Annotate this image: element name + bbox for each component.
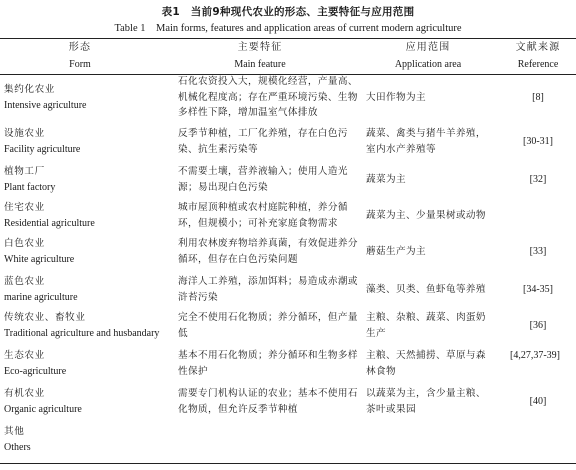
top-rule — [0, 38, 576, 39]
form-en: Facility agriculture — [4, 143, 81, 155]
reference-text: [40] — [529, 396, 547, 407]
form-en: marine agriculture — [4, 291, 78, 303]
form-cn: 蓝色农业 — [4, 276, 45, 287]
header-ref — [500, 41, 576, 72]
feature-text: 石化农资投入大，规模化经营，产量高、机械化程度高；存在严重环境污染、生物多样性下降，增加温室气体排放 — [178, 76, 358, 118]
header-feature — [180, 41, 340, 72]
header-form — [20, 41, 140, 72]
reference-text: [33] — [529, 246, 547, 257]
header-area — [368, 41, 488, 72]
reference-text: [34-35] — [523, 284, 553, 295]
feature-text: 不需要土壤，营养液输入；使用人造光源；易出现白色污染 — [178, 166, 348, 193]
form-en: Residential agriculture — [4, 217, 95, 229]
form-cn: 白色农业 — [4, 238, 45, 249]
header-form-cn: 形态 — [68, 42, 92, 53]
table-title-cn: 表1 当前9种现代农业的形态、主要特征与应用范围 — [161, 6, 415, 18]
form-cn: 住宅农业 — [4, 202, 45, 213]
form-en: Eco-agriculture — [4, 365, 67, 377]
form-cn: 集约化农业 — [4, 84, 55, 95]
table-title-en: Table 1 Main forms, features and application areas of current modern agriculture — [114, 23, 462, 34]
header-ref-en: Reference — [517, 59, 559, 70]
header-area-cn: 应用范围 — [405, 42, 451, 53]
header-feature-cn: 主要特征 — [237, 42, 283, 53]
feature-text: 城市屋顶种植或农村庭院种植，养分循环，但规模小；可补充家庭食物需求 — [178, 202, 348, 229]
header-form-en: Form — [69, 59, 91, 70]
form-cn: 植物工厂 — [4, 166, 45, 177]
area-text: 大田作物为主 — [366, 92, 426, 103]
feature-text: 需要专门机构认证的农业；基本不使用石化物质，但允许反季节种植 — [178, 388, 358, 415]
area-text: 蘑菇生产为主 — [366, 246, 426, 257]
form-en: Intensive agriculture — [4, 99, 87, 111]
feature-text: 海洋人工养殖，添加饵料；易造成赤潮或浒苔污染 — [178, 276, 358, 303]
form-en: Traditional agriculture and husbandary — [4, 327, 160, 339]
form-en: White agriculture — [4, 253, 75, 265]
area-text: 蔬菜、禽类与猪牛羊养殖，室内水产养殖等 — [366, 128, 486, 155]
area-text: 主粮、天然捕捞、草原与森林食物 — [366, 350, 486, 377]
reference-text: [8] — [532, 92, 544, 103]
form-cn: 其他 — [4, 426, 25, 437]
feature-text: 利用农林废弃物培养真菌，有效促进养分循环，但存在白色污染问题 — [178, 238, 358, 265]
area-text: 蔬菜为主 — [366, 174, 406, 185]
feature-text: 完全不使用石化物质；养分循环，但产量低 — [178, 312, 358, 339]
reference-text: [36] — [529, 320, 547, 331]
feature-text: 反季节种植，工厂化养殖，存在白色污染、抗生素污染等 — [178, 128, 348, 155]
header-area-en: Application area — [394, 59, 462, 70]
reference-text: [4,27,37-39] — [510, 350, 560, 361]
header-ref-cn: 文献来源 — [515, 42, 561, 53]
area-text: 以蔬菜为主，含少量主粮、茶叶或果园 — [366, 388, 486, 415]
form-cn: 设施农业 — [4, 128, 45, 139]
feature-text: 基本不用石化物质；养分循环和生物多样性保护 — [178, 350, 358, 377]
area-text: 主粮、杂粮、蔬菜、肉蛋奶生产 — [366, 312, 486, 339]
header-feature-en: Main feature — [234, 59, 286, 70]
form-en: Organic agriculture — [4, 403, 82, 415]
bottom-rule — [0, 463, 576, 464]
reference-text: [32] — [529, 174, 547, 185]
form-cn: 有机农业 — [4, 388, 45, 399]
reference-text: [30-31] — [523, 136, 553, 147]
form-en: Others — [4, 441, 31, 453]
area-text: 藻类、贝类、鱼虾龟等养殖 — [366, 284, 486, 295]
area-text: 蔬菜为主、少量果树或动物 — [366, 210, 486, 221]
form-cn: 生态农业 — [4, 350, 45, 361]
form-cn: 传统农业、畜牧业 — [4, 312, 86, 323]
form-en: Plant factory — [4, 181, 56, 193]
